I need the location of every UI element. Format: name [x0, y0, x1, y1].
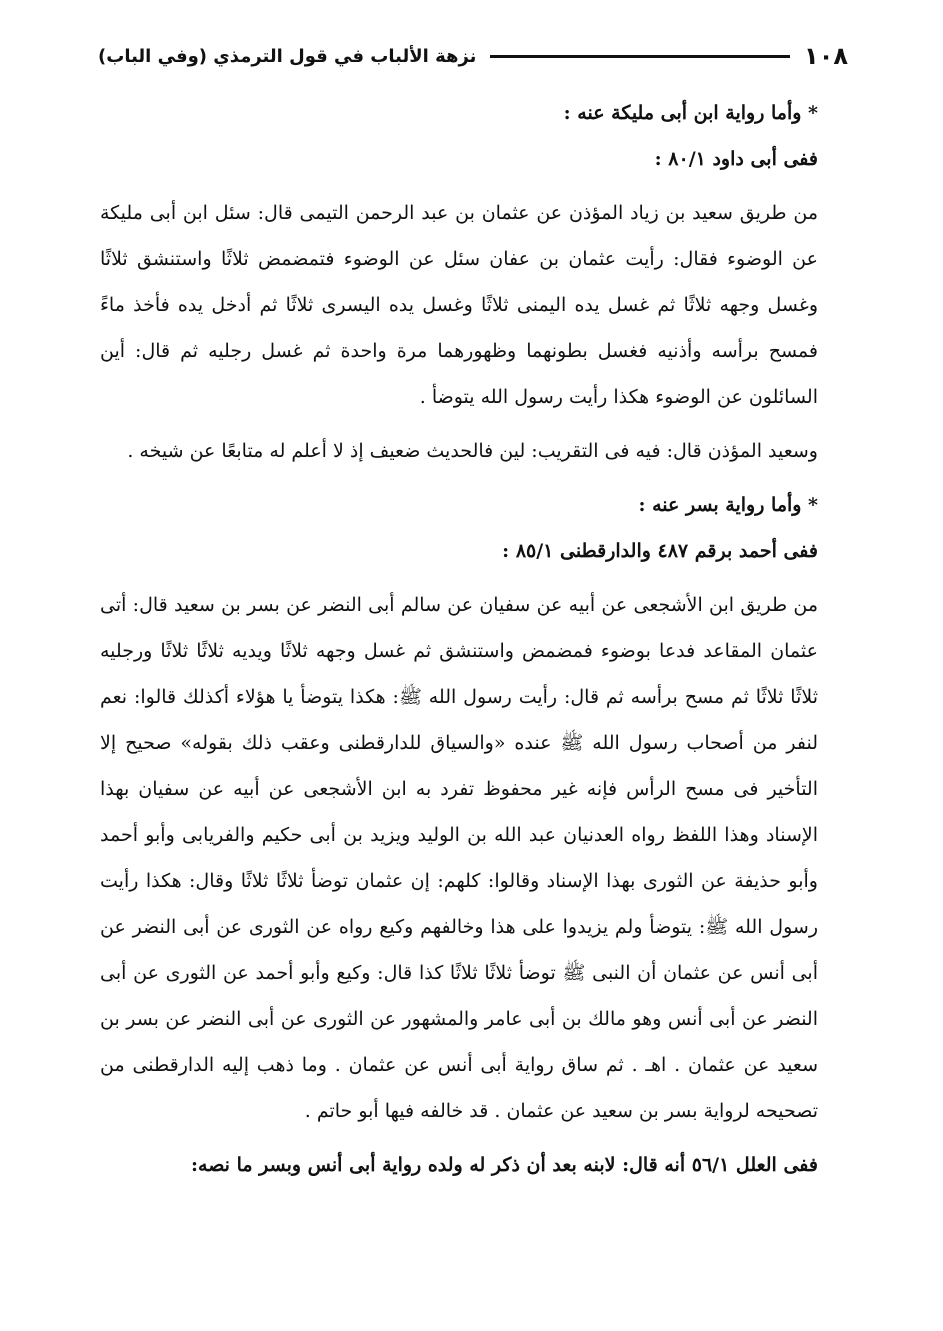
page-header [98, 36, 848, 76]
header-rule [490, 55, 790, 58]
source-citation-abu-dawud: ففى أبى داود ٨٠/١ : [654, 148, 818, 170]
hadith-paragraph-1: من طريق سعيد بن زياد المؤذن عن عثمان بن عبد الرحمن التيمى قال: سئل ابن أبى مليكة عن الوضوء فقال: رأيت عثمان بن عفان سئل عن الوضوء فتمضمض ثلاثًا واستنشق ثلاثًا وغسل وجهه ثلاثًا ثم غسل يده اليمنى ثلاثًا وغسل يده اليسرى ثلاثًا ثم أدخل يده فأخذ ماءً فمسح برأسه وأذنيه فغسل بطونهما وظهورهما مرة واحدة ثم غسل رجليه ثم قال: أين السائلون عن الوضوء هكذا رأيت رسول الله يتوضأ . [100, 202, 818, 408]
section-heading-busr: * وأما رواية بسر عنه : [638, 494, 818, 516]
commentary-paragraph-1: وسعيد المؤذن قال: فيه فى التقريب: لين فالحديث ضعيف إذ لا أعلم له متابعًا عن شيخه . [127, 440, 818, 462]
running-title: نزهة الألباب في قول الترمذي (وفي الباب) [98, 45, 477, 67]
source-citation-ahmad-daraqutni: ففى أحمد برقم ٤٨٧ والدارقطنى ٨٥/١ : [502, 540, 818, 562]
page-number: ١٠٨ [804, 42, 848, 70]
page-body [100, 90, 818, 1196]
section-heading-ibn-abi-mulaykah: * وأما رواية ابن أبى مليكة عنه : [563, 102, 818, 124]
source-citation-al-ilal: ففى العلل ٥٦/١ أنه قال: لابنه بعد أن ذكر له ولده رواية أبى أنس وبسر ما نصه: [191, 1154, 818, 1176]
hadith-paragraph-2: من طريق ابن الأشجعى عن أبيه عن سفيان عن سالم أبى النضر عن بسر بن سعيد قال: أتى عثمان المقاعد فدعا بوضوء فمضمض واستنشق ثم غسل وجهه ثلاثًا ويديه ثلاثًا ثلاثًا ورجليه ثلاثًا ثلاثًا ثم مسح برأسه ثم قال: رأيت رسول الله ﷺ: هكذا يتوضأ يا هؤلاء أكذلك قالوا: نعم لنفر من أصحاب رسول الله ﷺ عنده «والسياق للدارقطنى وعقب ذلك بقوله» صحيح إلا التأخير فى مسح الرأس فإنه غير محفوظ تفرد به ابن الأشجعى عن أبيه عن سفيان بهذا الإسناد وهذا اللفظ رواه العدنيان عبد الله بن الوليد ويزيد بن أبى حكيم والفريابى وأبو أحمد وأبو حذيفة عن الثورى بهذا الإسناد وقالوا: كلهم: إن عثمان توضأ ثلاثًا ثلاثًا وقال: هكذا رأيت رسول الله ﷺ: يتوضأ ولم يزيدوا على هذا وخالفهم وكيع رواه عن الثورى عن أبى النضر عن أبى أنس عن عثمان أن النبى ﷺ توضأ ثلاثًا ثلاثًا كذا قال: وكيع وأبو أحمد عن الثورى عن أبى النضر عن أبى أنس وهو مالك بن أبى عامر والمشهور عن الثورى عن أبى النضر عن بسر بن سعيد عن عثمان . اهـ . ثم ساق رواية أبى أنس عن عثمان . وما ذهب إليه الدارقطنى من تصحيحه لرواية بسر بن سعيد عن عثمان . قد خالفه فيها أبو حاتم . [100, 594, 818, 1122]
